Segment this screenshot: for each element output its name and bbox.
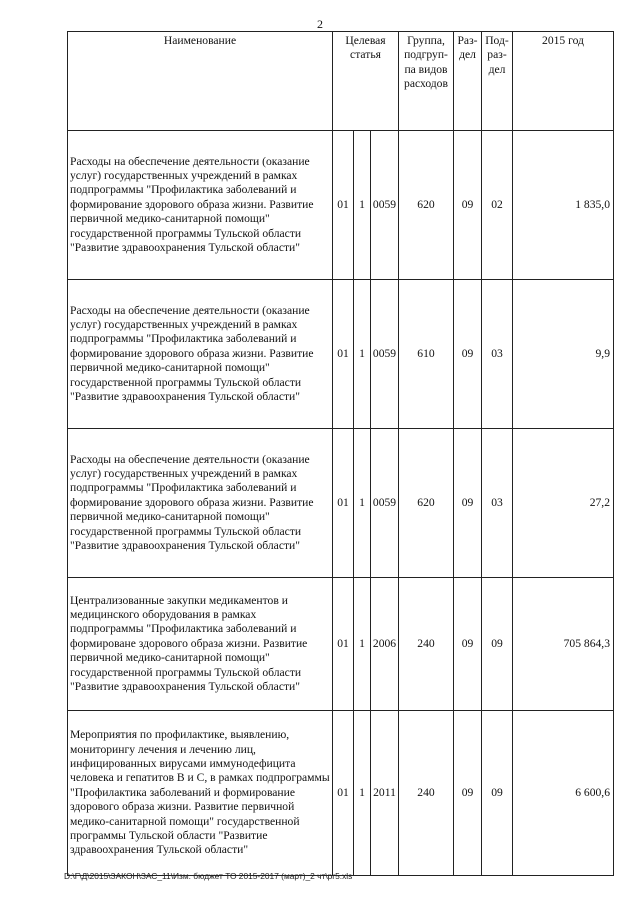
header-year: 2015 год xyxy=(513,32,614,131)
table-header-row xyxy=(68,32,614,131)
table-row xyxy=(68,578,614,711)
row-subsection: 03 xyxy=(482,429,513,578)
row-subsection: 02 xyxy=(482,131,513,280)
row-target-direction: 0059 xyxy=(371,429,399,578)
row-section: 09 xyxy=(454,131,482,280)
row-name: Централизованные закупки медикаментов и медицинского оборудования в рамках подпрограммы "Профилактика заболеваний и формироване здорового образа жизни. Развитие первичной медико-санитарной помощи" государственной программы Тульской области "Развитие здравоохранения Тульской области" xyxy=(68,578,333,711)
row-target-subprogram: 1 xyxy=(354,711,371,876)
header-subsection: Под-раз-дел xyxy=(482,32,513,131)
page-number: 2 xyxy=(317,17,323,31)
row-section: 09 xyxy=(454,578,482,711)
row-target-direction: 0059 xyxy=(371,280,399,429)
file-path-footer: D:\Г\Д\2015\ЗАКОН\ЗАС_11\Изм. бюджет ТО 2015-2017 (март)_2 чт\pr5.xls xyxy=(64,871,353,881)
row-subsection: 03 xyxy=(482,280,513,429)
row-target-program: 01 xyxy=(333,711,354,876)
row-target-program: 01 xyxy=(333,131,354,280)
row-amount: 1 835,0 xyxy=(513,131,614,280)
row-expense-group: 240 xyxy=(399,578,454,711)
row-name: Мероприятия по профилактике, выявлению, мониторингу лечения и лечению лиц, инфицированных вирусами иммунодефицита человека и гепатитов В и С, в рамках подпрограммы "Профилактика заболеваний и формирование здорового образа жизни. Развитие первичной медико-санитарной помощи" государственной программы Тульской области "Развитие здравоохранения Тульской области" xyxy=(68,711,333,876)
row-expense-group: 240 xyxy=(399,711,454,876)
header-target-article: Целевая статья xyxy=(333,32,399,131)
row-subsection: 09 xyxy=(482,578,513,711)
row-name: Расходы на обеспечение деятельности (оказание услуг) государственных учреждений в рамках подпрограммы "Профилактика заболеваний и формирование здорового образа жизни. Развитие первичной медико-санитарной помощи" государственной программы Тульской области "Развитие здравоохранения Тульской области" xyxy=(68,131,333,280)
table-row xyxy=(68,280,614,429)
row-subsection: 09 xyxy=(482,711,513,876)
row-target-subprogram: 1 xyxy=(354,429,371,578)
table-row xyxy=(68,711,614,876)
row-amount: 9,9 xyxy=(513,280,614,429)
header-section: Раз-дел xyxy=(454,32,482,131)
row-target-program: 01 xyxy=(333,429,354,578)
row-expense-group: 620 xyxy=(399,131,454,280)
row-amount: 705 864,3 xyxy=(513,578,614,711)
row-name: Расходы на обеспечение деятельности (оказание услуг) государственных учреждений в рамках подпрограммы "Профилактика заболеваний и формирование здорового образа жизни. Развитие первичной медико-санитарной помощи" государственной программы Тульской области "Развитие здравоохранения Тульской области" xyxy=(68,429,333,578)
row-target-direction: 2011 xyxy=(371,711,399,876)
table-row xyxy=(68,429,614,578)
row-target-program: 01 xyxy=(333,578,354,711)
header-name: Наименование xyxy=(68,32,333,131)
row-target-program: 01 xyxy=(333,280,354,429)
row-expense-group: 610 xyxy=(399,280,454,429)
row-target-subprogram: 1 xyxy=(354,280,371,429)
header-expense-group: Группа, подгруп-па видов расходов xyxy=(399,32,454,131)
row-amount: 6 600,6 xyxy=(513,711,614,876)
row-section: 09 xyxy=(454,429,482,578)
row-amount: 27,2 xyxy=(513,429,614,578)
row-target-subprogram: 1 xyxy=(354,578,371,711)
row-target-direction: 2006 xyxy=(371,578,399,711)
table-row xyxy=(68,131,614,280)
budget-table xyxy=(67,31,614,876)
row-section: 09 xyxy=(454,280,482,429)
row-expense-group: 620 xyxy=(399,429,454,578)
row-name: Расходы на обеспечение деятельности (оказание услуг) государственных учреждений в рамках подпрограммы "Профилактика заболеваний и формирование здорового образа жизни. Развитие первичной медико-санитарной помощи" государственной программы Тульской области "Развитие здравоохранения Тульской области" xyxy=(68,280,333,429)
row-target-subprogram: 1 xyxy=(354,131,371,280)
row-section: 09 xyxy=(454,711,482,876)
row-target-direction: 0059 xyxy=(371,131,399,280)
